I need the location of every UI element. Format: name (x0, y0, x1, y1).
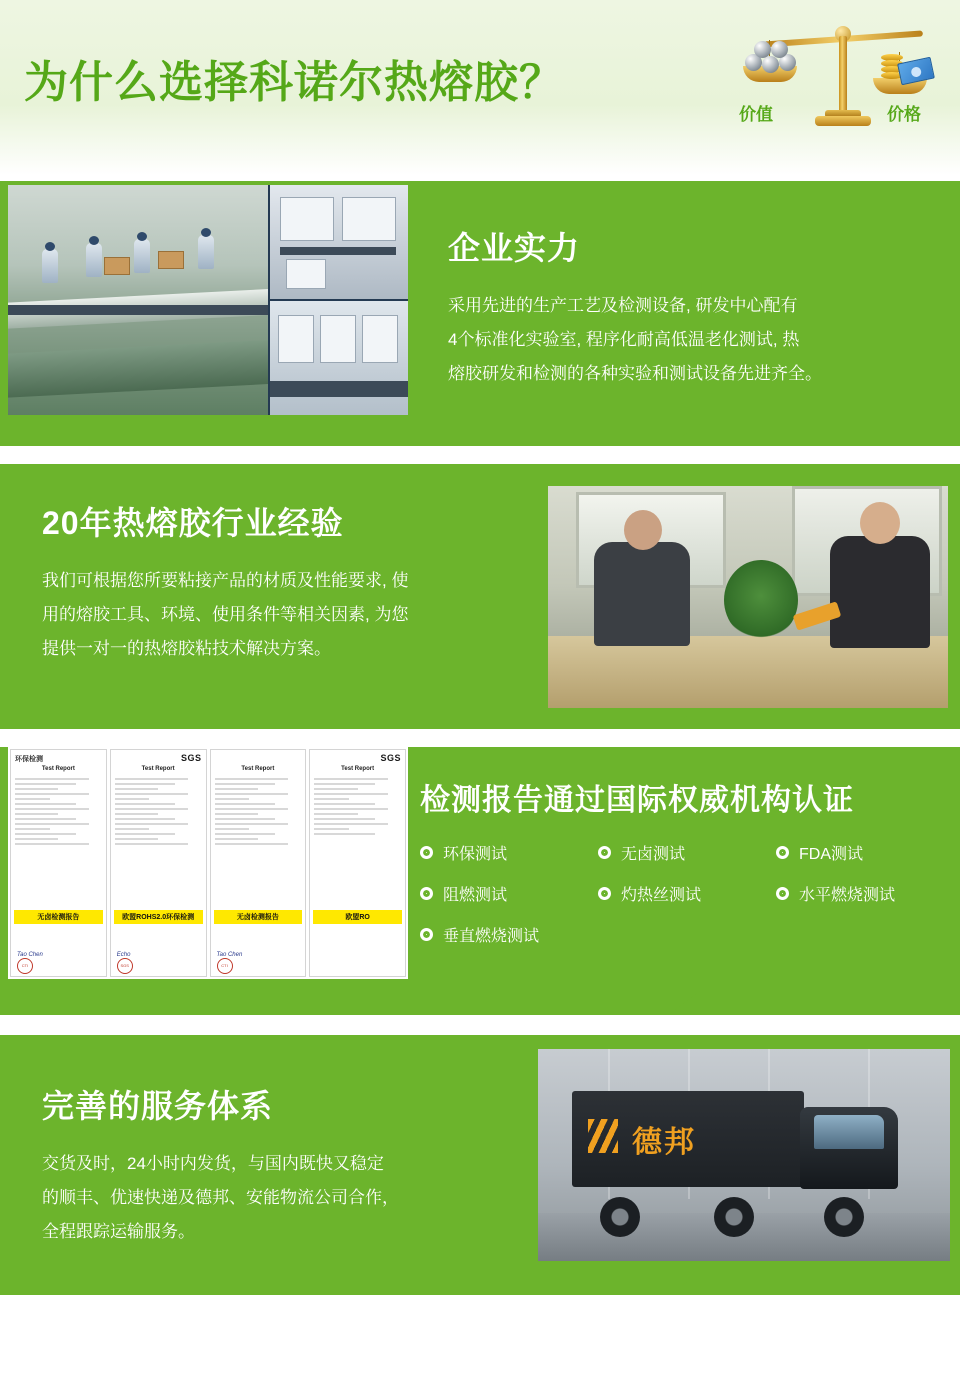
photo-truck-body (572, 1091, 804, 1187)
company-strength-text (448, 223, 938, 391)
section-test-reports (0, 747, 960, 1015)
industry-experience-photo (548, 486, 948, 708)
list-item (776, 841, 948, 864)
section-company-strength (0, 181, 960, 446)
body-line: 用的熔胶工具、环境、使用条件等相关因素, 为您 (42, 605, 409, 624)
bullet-icon (598, 846, 611, 859)
report-body-lines (15, 778, 102, 848)
section-industry-experience (0, 464, 960, 729)
balance-scale-icon (735, 18, 945, 138)
list-item-label: 阻燃测试 (443, 887, 508, 904)
scale-base (815, 116, 871, 126)
page-header (0, 0, 960, 175)
body-line: 4个标准化实验室, 程序化耐高低温老化测试, 热 (448, 330, 800, 349)
report-signature: Tao Chen (17, 952, 43, 958)
body-line: 全程跟踪运输服务。 (42, 1222, 195, 1241)
body-line: 我们可根据您所要粘接产品的材质及性能要求, 使 (42, 571, 409, 590)
section-body (42, 1147, 512, 1249)
photo-truck-wheel (824, 1197, 864, 1237)
report-signature: Tao Chen (216, 952, 243, 958)
section-title: 检测报告通过国际权威机构认证 (420, 784, 854, 817)
list-item (420, 923, 598, 946)
report-stamp: CTI (217, 958, 233, 974)
test-reports-photo (8, 747, 408, 979)
scale-label-value: 价值 (739, 105, 773, 124)
list-item-label: 无卤测试 (621, 846, 686, 863)
photo-truck-wheel (600, 1197, 640, 1237)
metal-balls-icon (743, 40, 799, 70)
bullet-icon (420, 887, 433, 900)
list-item-label: 垂直燃烧测试 (443, 928, 540, 945)
list-item-label: 水平燃烧测试 (799, 887, 896, 904)
photo-truck-window (814, 1115, 884, 1149)
scale-post (839, 36, 847, 118)
body-line: 采用先进的生产工艺及检测设备, 研发中心配有 (448, 296, 798, 315)
report-badge: 欧盟RO (313, 910, 402, 924)
report-card (10, 749, 107, 977)
section-body (448, 289, 938, 391)
photo-plant (724, 560, 798, 640)
report-brand: SGS (180, 753, 202, 763)
list-item (598, 882, 776, 905)
body-line: 提供一对一的热熔胶粘技术解决方案。 (42, 639, 331, 658)
truck-stripe-icon (588, 1119, 618, 1153)
report-title: Test Report (141, 766, 175, 772)
report-body-lines (115, 778, 202, 848)
section-service-system (0, 1035, 960, 1295)
report-card (210, 749, 307, 977)
list-item (776, 882, 948, 905)
section-title: 20年热熔胶行业经验 (42, 505, 344, 541)
list-item (420, 841, 598, 864)
photo-truck-wheel (714, 1197, 754, 1237)
report-card (110, 749, 207, 977)
report-stamp: CTI (17, 958, 33, 974)
list-item-label: 灼热丝测试 (621, 887, 702, 904)
report-body-lines (215, 778, 302, 848)
list-item-label: 环保测试 (443, 846, 508, 863)
body-line: 交货及时，24小时内发货，与国内既快又稳定 (42, 1154, 384, 1173)
page-title: 为什么选择科诺尔热熔胶？ (24, 58, 564, 107)
report-badge: 无卤检测报告 (214, 910, 303, 924)
photo-lab-equipment (270, 185, 408, 299)
page-footer-spacer (0, 1295, 960, 1317)
bullet-icon (776, 846, 789, 859)
report-badge: 无卤检测报告 (14, 910, 103, 924)
test-reports-text (420, 775, 948, 946)
industry-experience-text (42, 498, 512, 666)
certification-list (420, 841, 948, 946)
service-system-text (42, 1081, 512, 1249)
report-brand: SGS (380, 753, 401, 763)
photo-factory-line (8, 185, 268, 415)
report-card (309, 749, 406, 977)
report-title: Test Report (241, 766, 275, 772)
list-item-label: FDA测试 (799, 846, 864, 863)
truck-logo: 德邦 (632, 1126, 696, 1159)
section-title: 完善的服务体系 (42, 1088, 274, 1124)
body-line: 熔胶研发和检测的各种实验和测试设备先进齐全。 (448, 364, 822, 383)
body-line: 的顺丰、优速快递及德邦、安能物流公司合作， (42, 1188, 399, 1207)
bullet-icon (420, 846, 433, 859)
report-signature: Echo (116, 952, 131, 958)
report-body-lines (314, 778, 401, 838)
report-brand: 环保检测 (15, 756, 43, 763)
report-title: Test Report (41, 766, 75, 772)
company-strength-photo (8, 185, 408, 415)
report-stamp: SGS (117, 958, 133, 974)
report-title: Test Report (341, 766, 375, 772)
list-item (598, 841, 776, 864)
report-badge: 欧盟ROHS2.0环保检测 (114, 910, 203, 924)
bullet-icon (776, 887, 789, 900)
service-system-photo (538, 1049, 950, 1261)
list-item (420, 882, 598, 905)
photo-lab-machines (270, 301, 408, 415)
scale-label-price: 价格 (887, 105, 921, 124)
banknote-icon (897, 57, 935, 86)
section-title: 企业实力 (448, 230, 581, 266)
bullet-icon (598, 887, 611, 900)
photo-person-left (594, 542, 690, 646)
section-body (42, 564, 512, 666)
bullet-icon (420, 928, 433, 941)
photo-person-right (830, 536, 930, 648)
